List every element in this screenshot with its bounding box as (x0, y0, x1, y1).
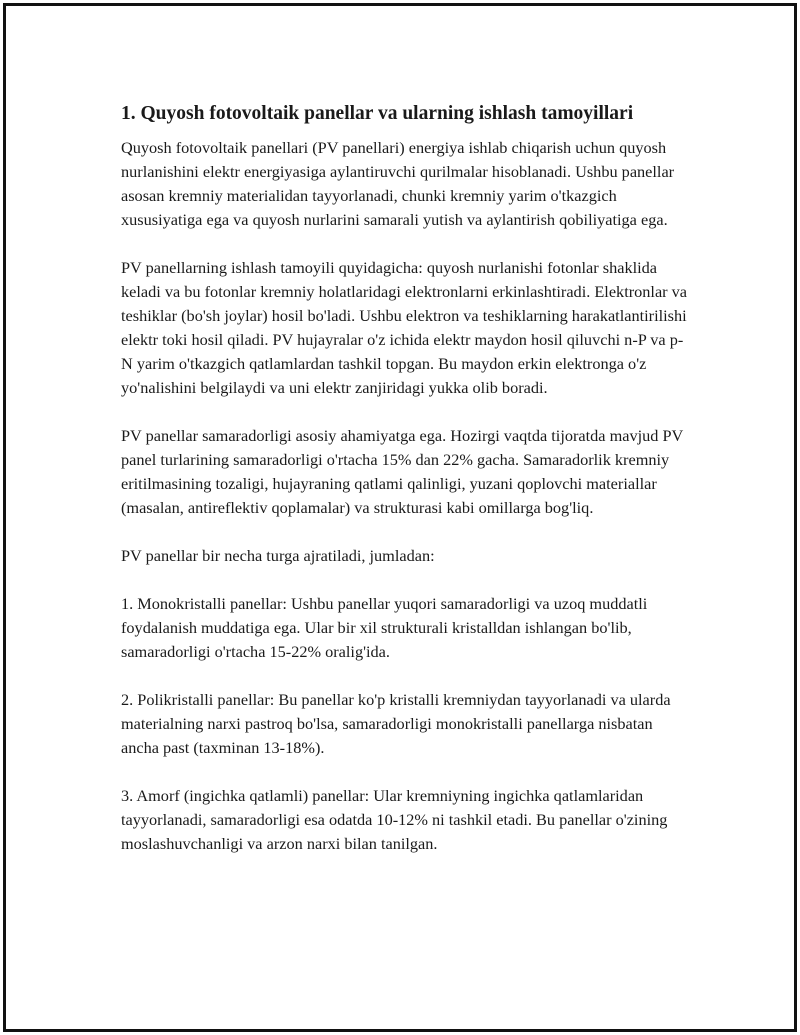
list-item-amorphous: 3. Amorf (ingichka qatlamli) panellar: Ular kremniyning ingichka qatlamlaridan tayyorlanadi, samaradorligi esa odatda 10-12% ni tashkil etadi. Bu panellar o'zining moslashuvchanligi va arzon narxi bilan tanilgan. (121, 786, 668, 853)
document-body (121, 102, 691, 880)
list-item-monocrystalline: 1. Monokristalli panellar: Ushbu panellar yuqori samaradorligi va uzoq muddatli foydalanish muddatiga ega. Ular bir xil strukturali kristalldan ishlangan bo'lib, samaradorligi o'rtacha 15-22% oralig'ida. (121, 594, 648, 661)
paragraph-efficiency: PV panellar samaradorligi asosiy ahamiyatga ega. Hozirgi vaqtda tijoratda mavjud PV panel turlarining samaradorligi o'rtacha 15% dan 22% gacha. Samaradorlik kremniy eritilmasining tozaligi, hujayraning qatlami qalinligi, yuzani qoplovchi materiallar (masalan, antireflektiv qoplamalar) va strukturasi kabi omillarga bog'liq. (121, 426, 684, 517)
document-title: 1. Quyosh fotovoltaik panellar va ularning ishlash tamoyillari (121, 103, 634, 124)
paragraph-working-principle: PV panellarning ishlash tamoyili quyidagicha: quyosh nurlanishi fotonlar shaklida keladi va bu fotonlar kremniy holatlaridagi elektronlarni erkinlashtiradi. Elektronlar va teshiklar (bo'sh joylar) hosil bo'ladi. Ushbu elektron va teshiklarning harakatlantirilishi elektr toki hosil qiladi. PV hujayralar o'z ichida elektr maydon hosil qiluvchi n-P va p-N yarim o'tkazgich qatlamlardan tashkil topgan. Bu maydon erkin elektronga o'z yo'nalishini belgilaydi va uni elektr zanjiridagi yukka olib boradi. (121, 258, 688, 397)
paragraph-intro: Quyosh fotovoltaik panellari (PV panellari) energiya ishlab chiqarish uchun quyosh nurlanishini elektr energiyasiga aylantiruvchi qurilmalar hisoblanadi. Ushbu panellar asosan kremniy materialidan tayyorlanadi, chunki kremniy yarim o'tkazgich xususiyatiga ega va quyosh nurlarini samarali yutish va aylantirish qobiliyatiga ega. (121, 138, 675, 229)
list-item-polycrystalline: 2. Polikristalli panellar: Bu panellar ko'p kristalli kremniydan tayyorlanadi va ularda materialning narxi pastroq bo'lsa, samaradorligi monokristalli panellarga nisbatan ancha past (taxminan 13-18%). (121, 690, 671, 757)
page-frame (3, 3, 797, 1032)
paragraph-types-intro: PV panellar bir necha turga ajratiladi, jumladan: (121, 546, 435, 565)
